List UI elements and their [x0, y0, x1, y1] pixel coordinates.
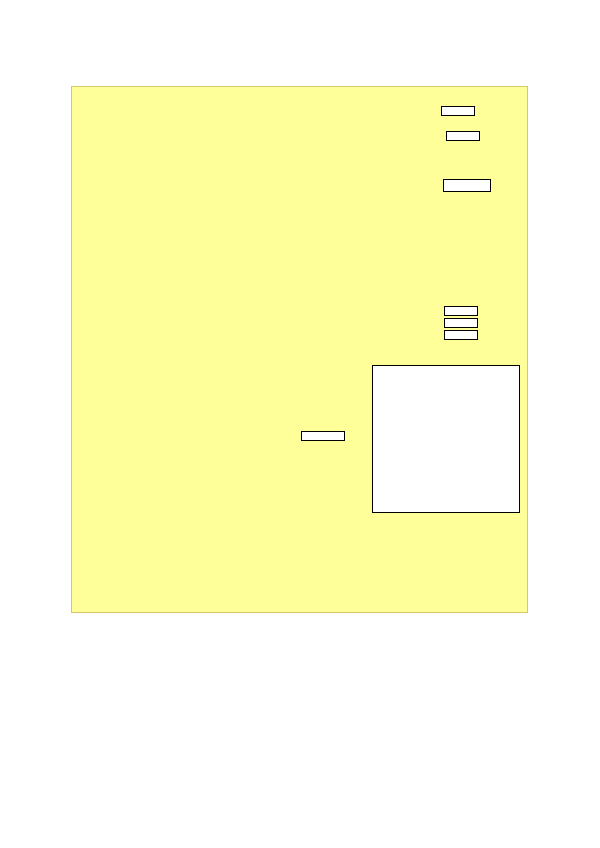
somatocarta-frame: [372, 365, 520, 513]
imc-value: [441, 106, 475, 116]
endo-value: [444, 306, 478, 316]
ponderal-value: [446, 131, 480, 141]
somatocarta-chart: [373, 366, 519, 512]
valor-value: [443, 179, 491, 192]
ecto-value: [444, 330, 478, 340]
meso-value: [444, 318, 478, 328]
total-dw-value: [301, 431, 345, 441]
spreadsheet-image: [71, 86, 528, 613]
